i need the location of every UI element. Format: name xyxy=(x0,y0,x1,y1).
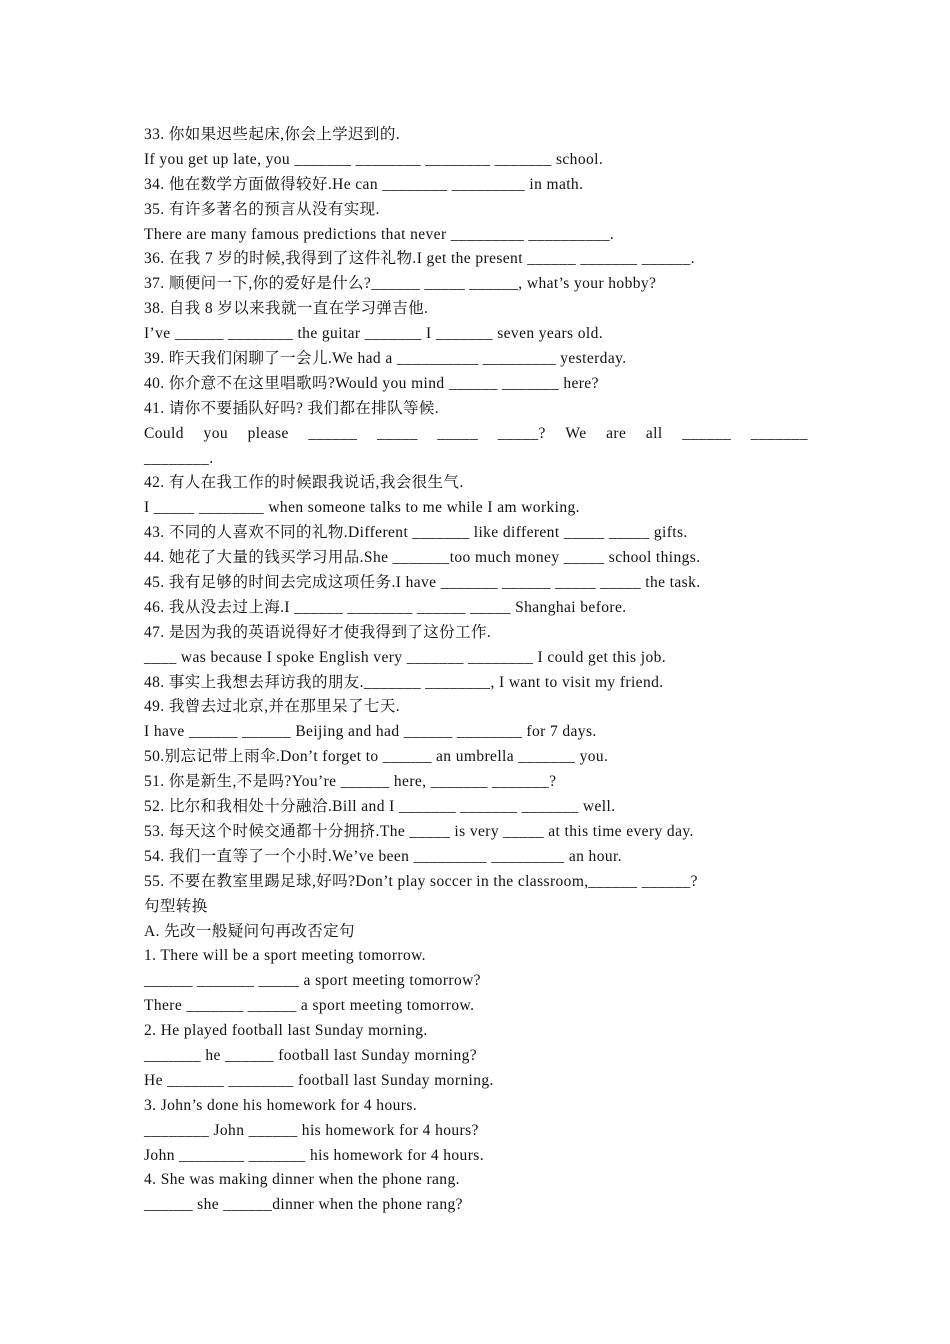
text-line: There are many famous predictions that never _________ __________. xyxy=(144,225,615,243)
justified-word: _____? xyxy=(497,424,546,442)
text-line: 44. 她花了大量的钱买学习用品.She _______too much money _____ school things. xyxy=(144,549,701,567)
text-line: 34. 他在数学方面做得较好.He can ________ _________ in math. xyxy=(144,175,584,193)
justified-word: We xyxy=(565,424,587,442)
text-line: 2. He played football last Sunday morning. xyxy=(144,1022,428,1040)
text-line: 41. 请你不要插队好吗? 我们都在排队等候. xyxy=(144,399,440,417)
justified-word: ______ xyxy=(682,424,732,442)
text-line: 37. 顺便问一下,你的爱好是什么?______ _____ ______, what’s your hobby? xyxy=(144,275,657,293)
text-line: He _______ ________ football last Sunday morning. xyxy=(144,1071,494,1089)
text-line: ______ _______ _____ a sport meeting tomorrow? xyxy=(144,972,481,990)
text-line: _______ he ______ football last Sunday morning? xyxy=(144,1046,478,1064)
justified-word: please xyxy=(247,424,289,442)
text-line: 3. John’s done his homework for 4 hours. xyxy=(144,1096,418,1114)
justified-word: _____ xyxy=(376,424,418,442)
text-line: 39. 昨天我们闲聊了一会儿.We had a __________ _________ yesterday. xyxy=(144,350,627,368)
justified-word: you xyxy=(203,424,228,442)
text-line: 51. 你是新生,不是吗?You’re ______ here, _______ _______? xyxy=(144,773,557,791)
text-line-justified xyxy=(144,422,808,447)
text-line: 48. 事实上我想去拜访我的朋友._______ ________, I want to visit my friend. xyxy=(144,673,664,691)
text-line: If you get up late, you _______ ________ ________ _______ school. xyxy=(144,150,604,168)
text-line: 49. 我曾去过北京,并在那里呆了七天. xyxy=(144,698,401,716)
text-line: ________ John ______ his homework for 4 hours? xyxy=(144,1121,479,1139)
text-line: 4. She was making dinner when the phone rang. xyxy=(144,1171,460,1189)
justified-word: _____ xyxy=(437,424,479,442)
text-line: 47. 是因为我的英语说得好才使我得到了这份工作. xyxy=(144,623,492,641)
justified-word: ______ xyxy=(308,424,358,442)
text-line: 46. 我从没去过上海.I ______ ________ ______ _____ Shanghai before. xyxy=(144,598,627,616)
text-line: I _____ ________ when someone talks to me while I am working. xyxy=(144,499,580,517)
text-line: 53. 每天这个时候交通都十分拥挤.The _____ is very _____ at this time every day. xyxy=(144,822,694,840)
text-line: 54. 我们一直等了一个小时.We’ve been _________ _________ an hour. xyxy=(144,847,622,865)
text-line: ________. xyxy=(144,449,214,467)
text-line: 38. 自我 8 岁以来我就一直在学习弹吉他. xyxy=(144,300,429,318)
text-line: I’ve ______ ________ the guitar _______ I _______ seven years old. xyxy=(144,325,604,343)
text-line: John ________ _______ his homework for 4 hours. xyxy=(144,1146,484,1164)
justified-word: are xyxy=(606,424,627,442)
subsection-heading: A. 先改一般疑问句再改否定句 xyxy=(144,922,355,940)
text-line: 40. 你介意不在这里唱歌吗?Would you mind ______ _______ here? xyxy=(144,374,599,392)
text-line: 52. 比尔和我相处十分融洽.Bill and I _______ _______ _______ well. xyxy=(144,798,616,816)
text-line: 50.别忘记带上雨伞.Don’t forget to ______ an umbrella _______ you. xyxy=(144,748,609,766)
text-line: 55. 不要在教室里踢足球,好吗?Don’t play soccer in the classroom,______ ______? xyxy=(144,872,698,890)
justified-word: Could xyxy=(144,424,184,442)
text-line: ______ she ______dinner when the phone rang? xyxy=(144,1196,463,1214)
text-line: 35. 有许多著名的预言从没有实现. xyxy=(144,200,380,218)
justified-word: _______ xyxy=(750,424,808,442)
section-heading: 句型转换 xyxy=(144,897,208,915)
text-line: 36. 在我 7 岁的时候,我得到了这件礼物.I get the present ______ _______ ______. xyxy=(144,250,695,268)
text-line: 43. 不同的人喜欢不同的礼物.Different _______ like different _____ _____ gifts. xyxy=(144,524,688,542)
text-line: I have ______ ______ Beijing and had ______ ________ for 7 days. xyxy=(144,723,597,741)
text-line: 42. 有人在我工作的时候跟我说话,我会很生气. xyxy=(144,474,464,492)
text-line: 33. 你如果迟些起床,你会上学迟到的. xyxy=(144,126,401,143)
text-line: ____ was because I spoke English very _______ ________ I could get this job. xyxy=(144,648,667,666)
justified-word: all xyxy=(645,424,663,442)
text-line: There _______ ______ a sport meeting tomorrow. xyxy=(144,997,475,1015)
text-line: 45. 我有足够的时间去完成这项任务.I have _______ ______ _____ _____ the task. xyxy=(144,574,701,592)
text-line: 1. There will be a sport meeting tomorrow. xyxy=(144,947,426,965)
worksheet-page xyxy=(144,123,808,1218)
